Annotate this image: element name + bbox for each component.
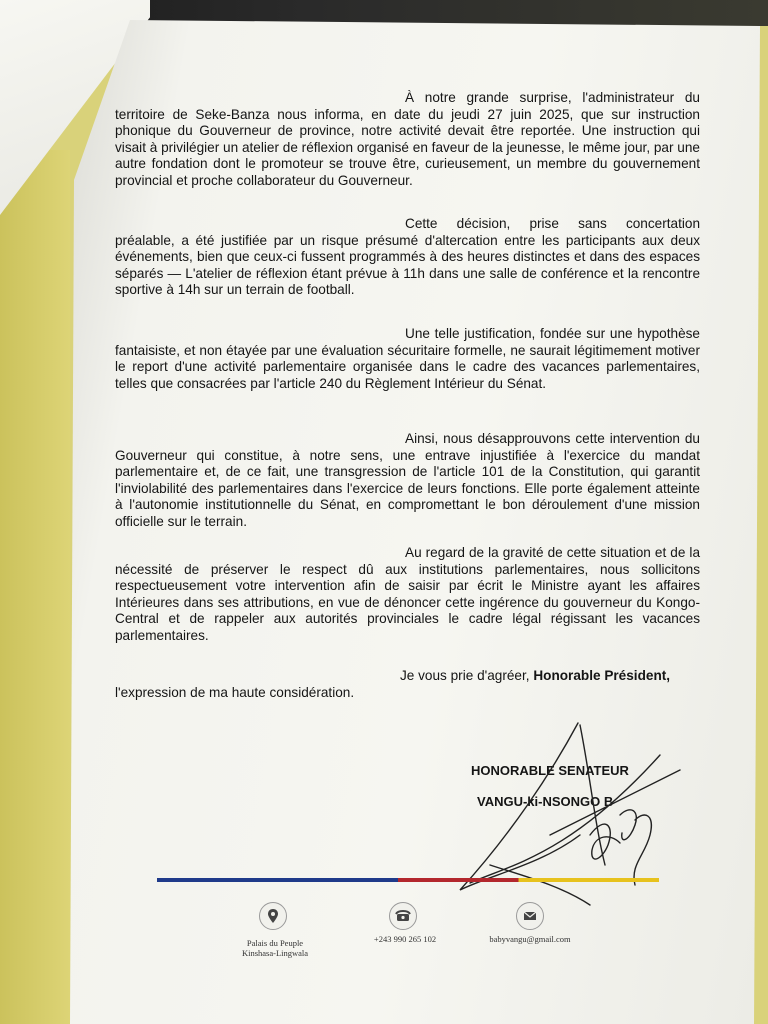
closing-expression: l'expression de ma haute considération.	[115, 684, 355, 700]
closing-text: Je vous prie d'agréer,	[400, 668, 534, 683]
signatory-name: VANGU-ki-NSONGO B	[477, 794, 614, 809]
footer-address-line1: Palais du Peuple	[246, 938, 304, 948]
tricolor-footer-rule	[157, 878, 659, 882]
footer-phone: +243 990 265 102	[373, 934, 437, 944]
yellow-folder-background	[0, 150, 70, 1024]
paragraph-3: Une telle justification, fondée sur une hypothèse fantaisiste, et non étayée par une évaluation sécuritaire formelle, ne saurait légitimement motiver le report d'une activité parlementaire organisée dans le cadre des vacances parlementaires, telles que consacrées par l'article 240 du Règlement Intérieur du Sénat.	[115, 326, 700, 391]
closing-paragraph	[115, 668, 700, 701]
paragraph-2: Cette décision, prise sans concertation préalable, a été justifiée par un risque présumé d'altercation entre les participants aux deux événements, bien que ceux-ci fussent programmés à des heures distinctes et dans des espaces séparés — L'atelier de réflexion étant prévue à 11h dans une salle de conférence et la rencontre sportive à 14h sur un terrain de football.	[115, 216, 700, 298]
paragraph-4: Ainsi, nous désapprouvons cette intervention du Gouverneur qui constitue, à notre sens, une entrave injustifiée à l'exercice du mandat parlementaire et, de ce fait, une transgression de l'article 101 de la Constitution, qui garantit l'inviolabilité des parlementaires dans l'exercice de leurs fonctions. Elle porte également atteinte à l'autonomie institutionnelle du Sénat, en compromettant le bon déroulement d'une mission officielle sur le terrain.	[115, 431, 700, 529]
footer-address-line2: Kinshasa-Lingwala	[241, 948, 309, 958]
handwritten-signature	[430, 715, 690, 915]
footer-email: babyvangu@gmail.com	[489, 934, 571, 944]
footer-address	[235, 938, 315, 958]
envelope-icon	[516, 902, 544, 930]
paragraph-1: À notre grande surprise, l'administrateur du territoire de Seke-Banza nous informa, en date du jeudi 27 juin 2025, que sur instruction phonique du Gouverneur de province, notre activité devait être reportée. Une instruction qui visait à privilégier un atelier de réflexion organisé en faveur de la jeunesse, le même jour, par une autre fondation dont le promoteur se trouve être, curieusement, un membre du gouvernement provincial et proche collaborateur du Gouverneur.	[115, 90, 700, 188]
signatory-title: HONORABLE SENATEUR	[471, 763, 629, 778]
closing-addressee: Honorable Président,	[533, 668, 671, 683]
paragraph-5: Au regard de la gravité de cette situation et de la nécessité de préserver le respect dû aux institutions parlementaires, nous sollicitons respectueusement votre intervention afin de saisir par écrit le Ministre ayant les affaires Intérieures dans ses attributions, en vue de dénoncer cette ingérence du gouverneur du Kongo-Central et de rappeler aux autorités provinciales le cadre légal régissant les vacances parlementaires.	[115, 545, 700, 643]
phone-icon	[389, 902, 417, 930]
location-pin-icon	[259, 902, 287, 930]
